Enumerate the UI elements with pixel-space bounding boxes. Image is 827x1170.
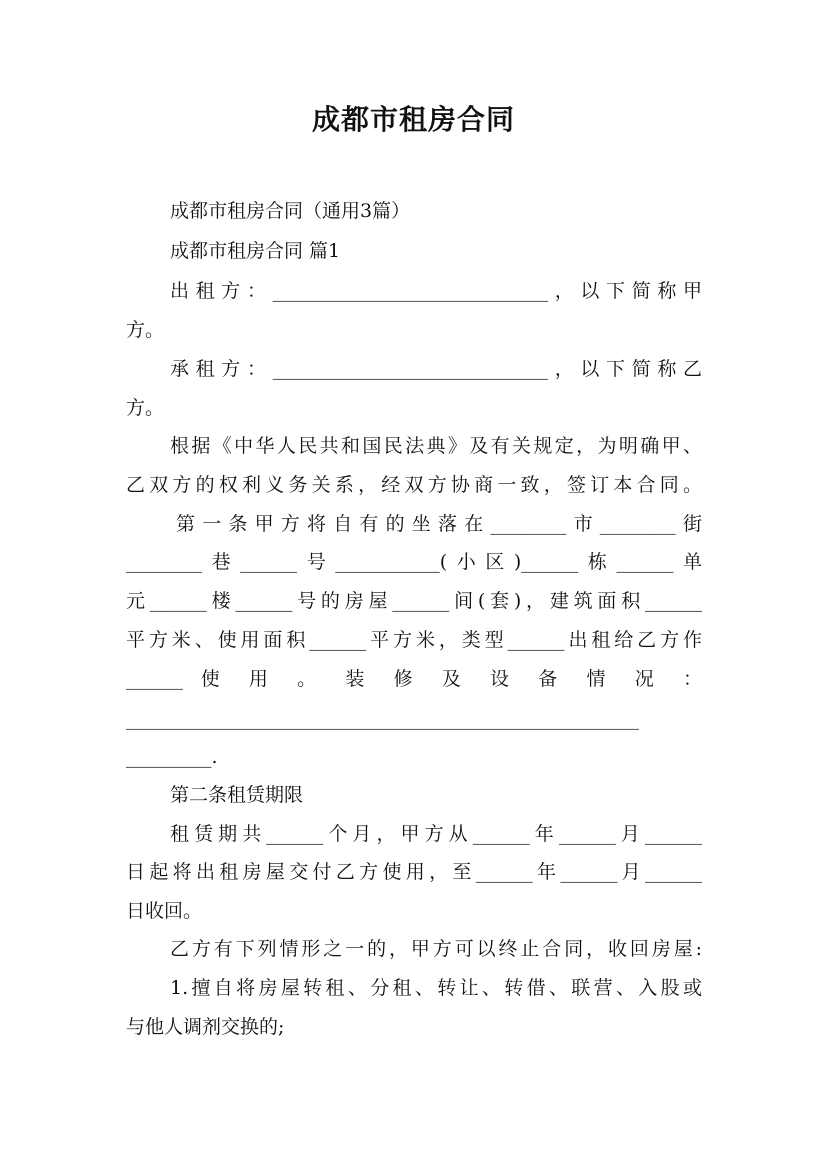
- article-2-line-2: 日起将出租房屋交付乙方使用，至______年______月______: [126, 861, 702, 883]
- document-title: 成都市租房合同: [311, 103, 515, 136]
- section-heading: 成都市租房合同 篇1: [170, 240, 341, 262]
- termination-line: 乙方有下列情形之一的，甲方可以终止合同，收回房屋:: [170, 938, 702, 960]
- lessee-line: 承租方：_____________________________，以下简称乙: [170, 358, 702, 380]
- lessor-line-cont: 方。: [126, 319, 165, 341]
- subtitle-line: 成都市租房合同（通用3篇）: [170, 200, 411, 222]
- article-1-line-6: ______________________________________________________: [126, 708, 639, 730]
- article-1-line-1: 第一条甲方将自有的坐落在________市________街: [176, 513, 702, 535]
- article-1-line-3: 元______楼______号的房屋______间(套)，建筑面积______: [126, 590, 702, 612]
- preamble-line-1: 根据《中华人民共和国民法典》及有关规定，为明确甲、: [170, 435, 702, 457]
- article-1-line-2: ________巷______号___________(小区)______栋______单: [126, 551, 702, 573]
- preamble-line-2: 乙双方的权利义务关系，经双方协商一致，签订本合同。: [126, 474, 702, 496]
- article-1-line-7: _________.: [126, 746, 218, 768]
- clause-1-line-2: 与他人调剂交换的;: [126, 1016, 285, 1038]
- article-2-line-1: 租赁期共______个月，甲方从______年______月______: [170, 823, 702, 845]
- article-2-heading: 第二条租赁期限: [170, 784, 304, 806]
- article-1-line-5: ______ 使 用 。 装 修 及 设 备 情 况 ：: [126, 668, 702, 690]
- article-1-line-4: 平方米、使用面积______平方米，类型______出租给乙方作: [126, 629, 702, 651]
- article-2-line-3: 日收回。: [126, 900, 203, 922]
- lessor-line: 出租方：_____________________________，以下简称甲: [170, 280, 702, 302]
- clause-1-line-1: 1.擅自将房屋转租、分租、转让、转借、联营、入股或: [170, 977, 702, 999]
- lessee-line-cont: 方。: [126, 397, 165, 419]
